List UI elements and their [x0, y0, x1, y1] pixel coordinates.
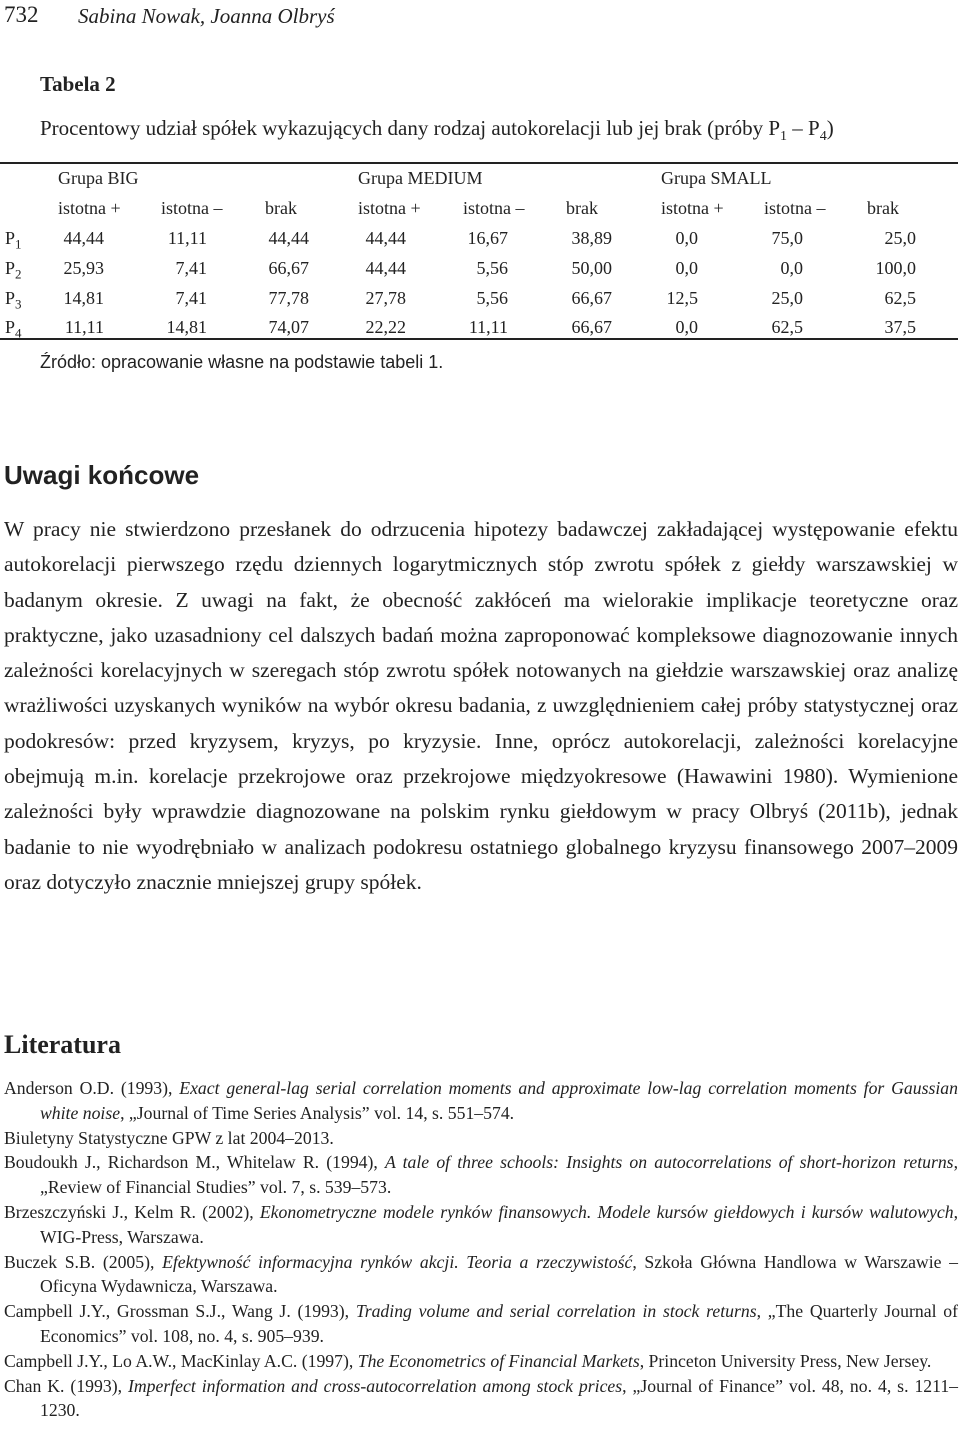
table-cell: 16,67 [467, 228, 508, 248]
caption-main: Procentowy udział spółek wykazujących dany rodzaj autokorelacji lub jej brak (próby P [40, 116, 781, 140]
table-cell: 14,81 [166, 317, 207, 337]
caption-sub-4: 4 [819, 129, 827, 145]
table-bottom-rule [0, 338, 958, 340]
table-cell: 66,67 [571, 317, 612, 337]
reference-title: Ekonometryczne modele rynków finansowych. Modele kursów giełdowych i kursów walutowych [259, 1201, 954, 1222]
reference-title: The Econometrics of Financial Markets [357, 1350, 640, 1371]
reference-authors: Campbell J.Y., Grossman S.J., Wang J. (1993), [4, 1301, 356, 1322]
row-label-letter: P [5, 288, 16, 308]
reference-authors: Campbell J.Y., Lo A.W., MacKinlay A.C. (1997), [4, 1350, 358, 1371]
subheader-8: istotna – [764, 198, 826, 218]
table-cell: 14,81 [63, 288, 104, 308]
reference-title: Efektywność informacyjna rynków akcji. Teoria a rzeczywistość [162, 1251, 633, 1272]
table-cell: 77,78 [268, 288, 309, 308]
caption-dash: – P [787, 116, 820, 140]
reference-authors: Brzeszczyński J., Kelm R. (2002), [4, 1201, 260, 1222]
table-cell: 75,0 [771, 228, 803, 248]
subheader-9: brak [867, 198, 899, 218]
table-cell: 66,67 [571, 288, 612, 308]
reference-source: , Princeton University Press, New Jersey. [639, 1350, 932, 1371]
reference-authors: Buczek S.B. (2005), [4, 1251, 163, 1272]
table-caption [40, 116, 834, 145]
table-cell: 100,0 [875, 258, 916, 278]
subheader-3: brak [265, 198, 297, 218]
subheader-6: brak [566, 198, 598, 218]
reference-item [4, 1150, 958, 1200]
reference-source: , Szkoła Główna Handlowa w Warszawie – Oficyna Wydawnicza, Warszawa. [40, 1251, 958, 1297]
reference-source: , „The Quarterly Journal of Economics” vol. 108, no. 4, s. 905–939. [40, 1301, 958, 1346]
table-cell: 0,0 [675, 258, 698, 278]
group-header-medium: Grupa MEDIUM [358, 168, 483, 188]
remarks-paragraph: W pracy nie stwierdzono przesłanek do odrzucenia hipotezy badawczej zakładającej występowanie efektu autokorelacji pierwszego rzędu dziennych logarytmicznych stóp zwrotu spółek z giełdy warszawskiej w badanym okresie. Z uwagi na fakt, że obecność zakłóceń ma wielorakie implikacje teoretyczne oraz praktyczne, jako uzasadniony cel dalszych badań można zaproponować kompleksowe diagnozowanie innych zależności korelacyjnych w szeregach stóp zwrotu spółek notowanych na giełdzie warszawskiej oraz analizę wrażliwości uzyskanych wyników na wybór okresu badania, z uwzględnieniem całej próby statystycznej oraz podokresów: przed kryzysem, kryzys, po kryzysie. Inne, oprócz autokorelacji, zależności korelacyjne obejmują m.in. korelacje przekrojowe oraz przekrojowe międzyokresowe (Hawawini 1980). Wymienione zależności były wprawdzie diagnozowane na polskim rynku giełdowym w pracy Olbryś (2011b), jednak badanie to nie wyodrębniało w analizach podokresu ostatniego globalnego kryzysu finansowego 2007–2009 oraz dotyczyło znacznie mniejszej grupy spółek. [4, 517, 958, 894]
reference-authors: Boudoukh J., Richardson M., Whitelaw R. (1994), [4, 1152, 385, 1173]
table-cell: 0,0 [675, 317, 698, 337]
data-table [0, 162, 960, 342]
row-label [5, 317, 22, 342]
table-cell: 0,0 [780, 258, 803, 278]
table-cell: 11,11 [167, 228, 207, 248]
table-cell: 37,5 [884, 317, 916, 337]
row-label-letter: P [5, 258, 16, 278]
table-cell: 12,5 [666, 288, 698, 308]
row-label-sub: 3 [15, 296, 22, 312]
reference-source: , WIG-Press, Warszawa. [40, 1201, 958, 1247]
table-cell: 5,56 [476, 258, 508, 278]
table-cell: 74,07 [268, 317, 309, 337]
caption-sub-1: 1 [780, 129, 788, 145]
table-cell: 11,11 [468, 317, 508, 337]
table-cell: 66,67 [268, 258, 309, 278]
reference-item [4, 1200, 958, 1250]
row-label [5, 258, 22, 283]
group-header-small: Grupa SMALL [661, 168, 772, 188]
row-label [5, 228, 22, 253]
row-label-letter: P [5, 228, 16, 248]
table-cell: 62,5 [884, 288, 916, 308]
table-cell: 44,44 [365, 258, 406, 278]
table-cell: 7,41 [175, 288, 207, 308]
table-cell: 11,11 [64, 317, 104, 337]
reference-source: , „Journal of Time Series Analysis” vol. 14, s. 551–574. [120, 1102, 515, 1123]
row-label-sub: 2 [15, 266, 22, 282]
reference-item [4, 1076, 958, 1126]
reference-title: A tale of three schools: Insights on autocorrelations of short-horizon returns [384, 1152, 954, 1173]
reference-title: Trading volume and serial correlation in stock returns [355, 1301, 757, 1322]
caption-end: ) [826, 116, 834, 140]
reference-item [4, 1299, 958, 1349]
table-cell: 5,56 [476, 288, 508, 308]
reference-item [4, 1374, 958, 1424]
table-source: Źródło: opracowanie własne na podstawie tabeli 1. [40, 352, 444, 372]
reference-authors: Biuletyny Statystyczne GPW z lat 2004–2013. [4, 1127, 334, 1148]
reference-source: , „Review of Financial Studies” vol. 7, s. 539–573. [40, 1152, 958, 1198]
row-label-sub: 4 [15, 325, 22, 341]
row-label-sub: 1 [15, 236, 22, 252]
table-cell: 25,0 [884, 228, 916, 248]
table-cell: 44,44 [63, 228, 104, 248]
table-cell: 50,00 [571, 258, 612, 278]
page-number: 732 [4, 2, 39, 27]
table-cell: 44,44 [268, 228, 309, 248]
table-label: Tabela 2 [40, 72, 116, 96]
table-cell: 0,0 [675, 228, 698, 248]
running-head-authors: Sabina Nowak, Joanna Olbryś [78, 4, 335, 28]
table-top-rule [0, 162, 958, 164]
reference-item [4, 1349, 958, 1374]
table-cell: 25,93 [63, 258, 104, 278]
row-label-letter: P [5, 317, 16, 337]
table-cell: 7,41 [175, 258, 207, 278]
subheader-5: istotna – [463, 198, 525, 218]
table-cell: 44,44 [365, 228, 406, 248]
row-label [5, 288, 22, 313]
table-cell: 27,78 [365, 288, 406, 308]
table-cell: 22,22 [365, 317, 406, 337]
reference-title: Imperfect information and cross-autocorrelation among stock prices [127, 1375, 623, 1396]
table-cell: 62,5 [771, 317, 803, 337]
running-head [0, 0, 960, 34]
reference-list [4, 1076, 958, 1423]
table-cell: 38,89 [571, 228, 612, 248]
reference-authors: Anderson O.D. (1993), [4, 1078, 180, 1098]
reference-title: Exact general-lag serial correlation moments and approximate low-lag correlation moments for Gaussian white noise [40, 1078, 958, 1123]
subheader-7: istotna + [661, 198, 724, 218]
subheader-2: istotna – [161, 198, 223, 218]
section-heading-literature: Literatura [4, 1030, 121, 1059]
section-heading-remarks: Uwagi końcowe [4, 460, 200, 490]
reference-item [4, 1250, 958, 1300]
table-cell: 25,0 [771, 288, 803, 308]
subheader-1: istotna + [58, 198, 121, 218]
group-header-big: Grupa BIG [58, 168, 139, 188]
reference-authors: Chan K. (1993), [4, 1375, 128, 1396]
reference-item [4, 1126, 958, 1151]
reference-source: , „Journal of Finance” vol. 48, no. 4, s. 1211–1230. [40, 1375, 959, 1421]
subheader-4: istotna + [358, 198, 421, 218]
